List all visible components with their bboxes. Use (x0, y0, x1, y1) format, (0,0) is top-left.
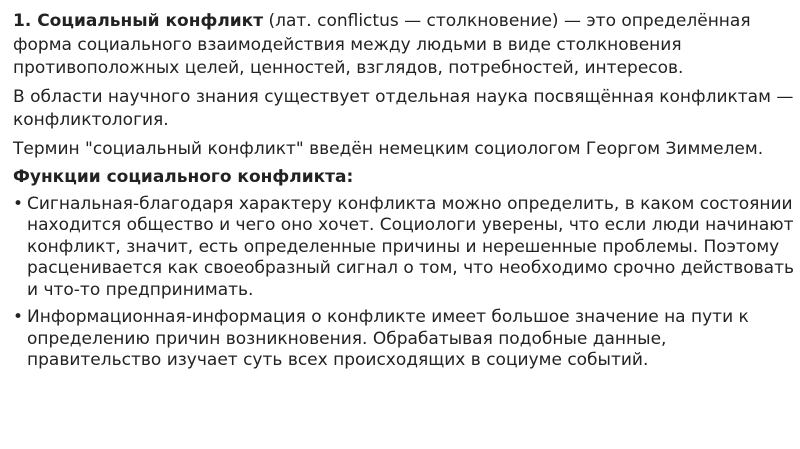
intro-definition: (лат. conflictus — столкновение) — это определённая форма социального взаимодействия между людьми в виде столкновения противоположных целей, ценностей, взглядов, потребностей, интересов. (13, 11, 751, 78)
function-info-text: Информационная-информация о конфликте имеет большое значение на пути к определению причин возникновения. Обрабатывая подобные данные, правительство изучает суть всех происходящих в социуме событий. (27, 307, 749, 370)
science-paragraph: В области научного знания существует отдельная наука посвящённая конфликтам — конфликтология. (13, 86, 794, 130)
slide-content (13, 10, 795, 378)
functions-heading: Функции социального конфликта: (13, 167, 354, 187)
author-paragraph: Термин "социальный конфликт" введён немецким социологом Георгом Зиммелем. (13, 138, 764, 159)
intro-paragraph (13, 10, 795, 81)
function-signal-text: Сигнальная-благодаря характеру конфликта можно определить, в каком состоянии находится общество и чего оно хочет. Социологи уверены, что если люди начинают конфликт, значит, есть определенные причины и нерешенные проблемы. Поэтому расценивается как своеобразный сигнал о том, что необходимо срочно действовать и что-то предпринимать. (27, 193, 794, 300)
functions-list (13, 194, 795, 372)
bullet-icon: • (13, 307, 24, 327)
list-item (13, 307, 795, 372)
list-item (13, 194, 795, 302)
intro-term: 1. Социальный конфликт (13, 11, 264, 31)
bullet-icon: • (13, 193, 24, 214)
